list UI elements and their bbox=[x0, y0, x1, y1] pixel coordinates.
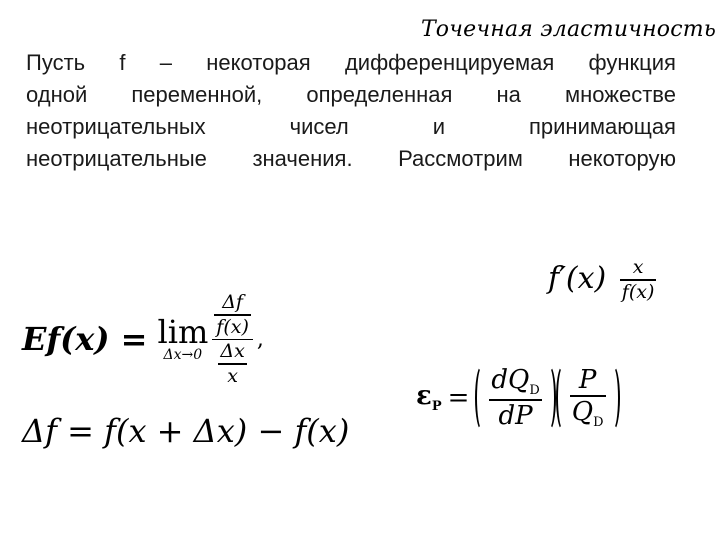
elasticity-formula bbox=[22, 293, 264, 386]
q-label: Q bbox=[571, 396, 594, 427]
word: неотрицательные bbox=[26, 146, 207, 171]
x-label: x bbox=[227, 364, 238, 387]
word: Рассмотрим bbox=[398, 146, 523, 171]
paragraph-line-1 bbox=[26, 47, 676, 79]
epsilon-subscript: P bbox=[431, 399, 442, 415]
main-fraction-numerator bbox=[212, 293, 253, 337]
limit-operator bbox=[157, 312, 209, 363]
right-paren bbox=[606, 365, 620, 431]
word: принимающая bbox=[528, 114, 676, 139]
fraction-numerator: x bbox=[632, 256, 644, 278]
elasticity-lhs: Ef(x) = bbox=[22, 320, 148, 359]
word: – bbox=[159, 50, 172, 75]
p-numerator: P bbox=[578, 365, 597, 396]
limit-label: lim bbox=[157, 312, 209, 351]
word: некоторую bbox=[568, 146, 676, 171]
formula-comma: , bbox=[256, 326, 264, 352]
epsilon-symbol bbox=[416, 381, 442, 414]
fraction-denominator: f(x) bbox=[621, 280, 655, 303]
word: одной bbox=[26, 82, 88, 107]
body-paragraph bbox=[26, 47, 676, 175]
word: дифференцируемая bbox=[344, 50, 555, 75]
word: f bbox=[119, 50, 126, 75]
elasticity-main-fraction bbox=[212, 293, 253, 386]
q-denominator bbox=[570, 396, 606, 430]
derivative-formula bbox=[548, 258, 656, 302]
fx-label: f(x) bbox=[216, 315, 249, 338]
delta-f-formula: Δf = f(x + Δx) − f(x) bbox=[22, 412, 350, 450]
word: Пусть bbox=[26, 50, 86, 75]
dq-numerator bbox=[489, 367, 541, 397]
price-elasticity-formula bbox=[416, 365, 620, 431]
paragraph-line-3 bbox=[26, 111, 676, 143]
paragraph-line-4 bbox=[26, 143, 676, 175]
main-fraction-denominator bbox=[216, 342, 248, 386]
delta-x-label: Δx bbox=[220, 340, 245, 363]
left-paren bbox=[556, 365, 570, 431]
delta-f-over-fx bbox=[214, 293, 251, 337]
word: функция bbox=[588, 50, 676, 75]
word: на bbox=[496, 82, 521, 107]
dp-denominator: dP bbox=[498, 400, 533, 431]
equals-sign: = bbox=[447, 383, 470, 413]
word: некоторая bbox=[206, 50, 311, 75]
word: и bbox=[432, 114, 446, 139]
paragraph-line-2 bbox=[26, 79, 676, 111]
delta-f-label: Δf bbox=[222, 291, 243, 313]
slide-title: Точечная эластичность bbox=[420, 17, 716, 42]
word: определенная bbox=[306, 82, 453, 107]
word: значения. bbox=[252, 146, 353, 171]
p-over-q-fraction bbox=[570, 367, 606, 429]
right-paren bbox=[542, 365, 556, 431]
limit-subscript: Δx→0 bbox=[163, 346, 203, 363]
dq-subscript: D bbox=[529, 383, 540, 399]
x-over-fx-fraction bbox=[620, 258, 657, 302]
dq-over-dp-fraction bbox=[489, 367, 541, 429]
f-prime-term: f′(x) bbox=[548, 260, 607, 296]
word: чисел bbox=[289, 114, 349, 139]
left-paren bbox=[475, 365, 489, 431]
word: неотрицательных bbox=[26, 114, 206, 139]
word: множестве bbox=[565, 82, 676, 107]
dq-label: dQ bbox=[491, 365, 530, 396]
word: переменной, bbox=[131, 82, 263, 107]
epsilon-label: ε bbox=[416, 381, 432, 412]
q-subscript: D bbox=[593, 414, 604, 430]
delta-x-over-x bbox=[218, 342, 246, 386]
